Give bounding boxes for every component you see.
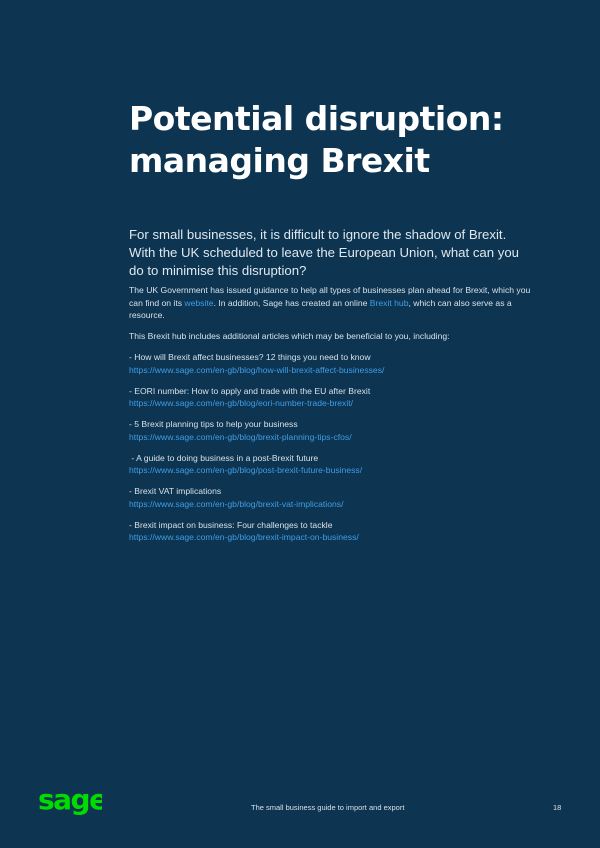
intro-paragraph: For small businesses, it is difficult to ignore the shadow of Brexit. With the UK scheduled to leave the European Union, what can you do to minimise this disruption? [129, 227, 520, 278]
article-item [129, 385, 534, 410]
article-link[interactable]: https://www.sage.com/en-gb/blog/brexit-vat-implications/ [129, 498, 344, 509]
title-line-1: Potential disruption: [129, 99, 504, 138]
sage-logo [38, 787, 102, 822]
article-title: - Brexit VAT implications [129, 486, 222, 496]
article-title: - Brexit impact on business: Four challenges to tackle [129, 519, 333, 530]
article-link[interactable]: https://www.sage.com/en-gb/blog/brexit-planning-tips-cfos/ [129, 431, 352, 442]
guidance-paragraph [129, 284, 534, 322]
para1-text-a: The UK Government has issued guidance to help all types of businesses plan ahead for Brexit, which you can find on its [129, 285, 531, 308]
article-title: - A guide to doing business in a post-Brexit future [129, 452, 319, 463]
sage-logo-text: sage [38, 787, 102, 816]
title-line-2: managing Brexit [129, 141, 430, 180]
page-title [129, 98, 559, 182]
article-item [129, 519, 534, 544]
brexit-hub-link[interactable]: Brexit hub [369, 297, 409, 308]
article-item [129, 351, 534, 376]
article-link[interactable]: https://www.sage.com/en-gb/blog/eori-number-trade-brexit/ [129, 398, 354, 408]
article-item [129, 485, 534, 510]
body-content [129, 284, 534, 552]
article-title: - 5 Brexit planning tips to help your business [129, 419, 298, 429]
article-link[interactable]: https://www.sage.com/en-gb/blog/how-will-brexit-affect-businesses/ [129, 364, 385, 375]
para1-text-b: . In addition, Sage has created an online [213, 297, 370, 308]
footer-guide-title: The small business guide to import and export [251, 803, 405, 812]
article-link[interactable]: https://www.sage.com/en-gb/blog/brexit-impact-on-business/ [129, 532, 359, 542]
article-link[interactable]: https://www.sage.com/en-gb/blog/post-brexit-future-business/ [129, 465, 363, 475]
website-link[interactable]: website [184, 297, 214, 308]
para1-text-c: , which can also serve as a resource. [129, 297, 512, 320]
page-number: 18 [553, 803, 562, 812]
hub-intro-paragraph: This Brexit hub includes additional articles which may be beneficial to you, including: [129, 330, 450, 341]
article-item [129, 452, 534, 477]
article-title: - How will Brexit affect businesses? 12 things you need to know [129, 352, 371, 362]
article-item [129, 418, 534, 443]
article-title: - EORI number: How to apply and trade with the EU after Brexit [129, 385, 371, 396]
